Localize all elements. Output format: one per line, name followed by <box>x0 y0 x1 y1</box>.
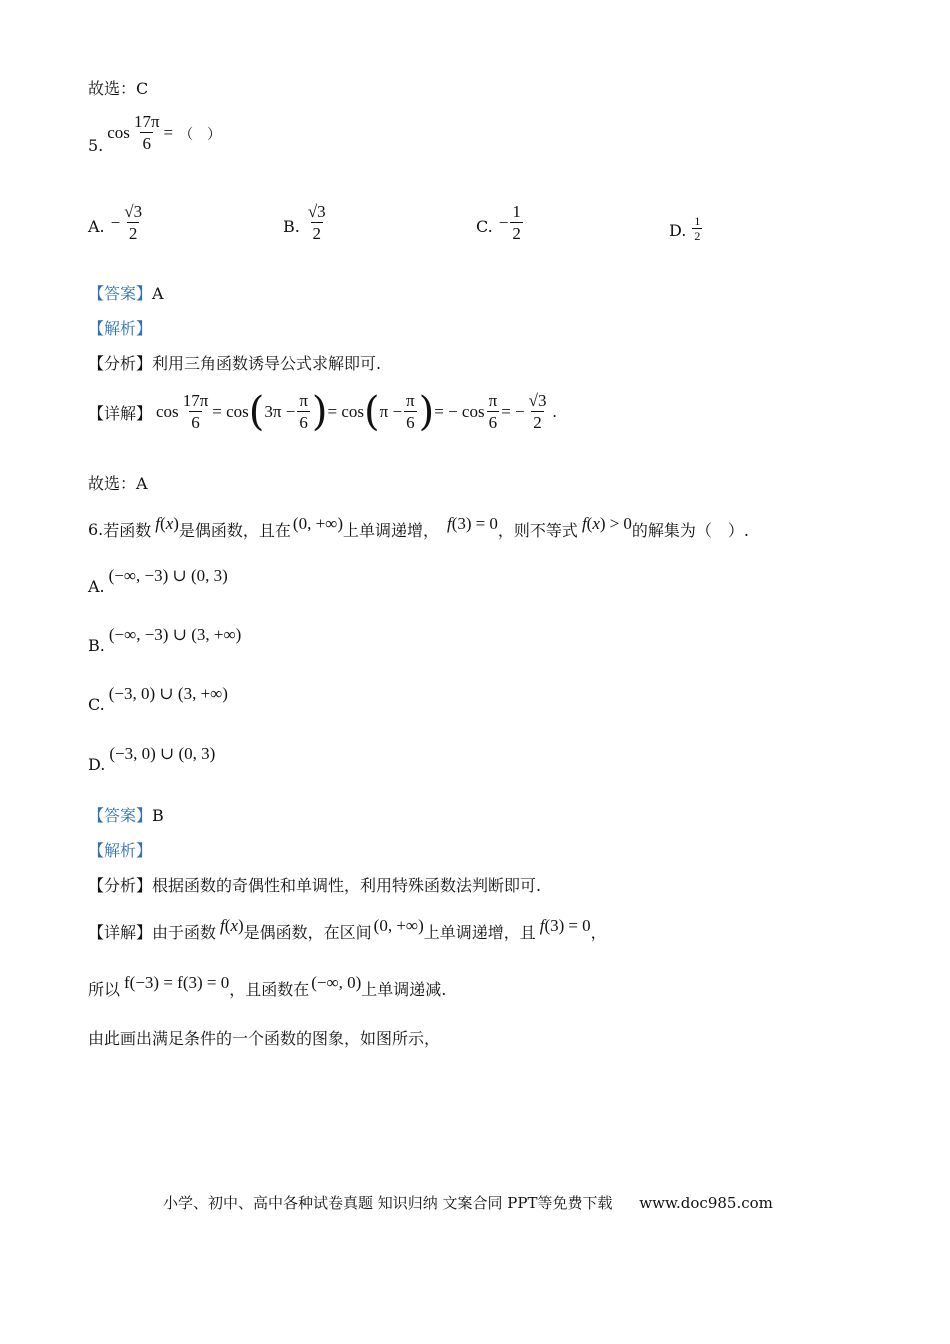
q6-detail-line3: 由此画出满足条件的一个函数的图象，如图所示， <box>88 1029 441 1048</box>
q5-answer: 【答案】A <box>88 284 164 303</box>
footer <box>163 1192 773 1213</box>
q5-final: 故选：A <box>88 474 148 493</box>
q5-option-a: A. − $\frac{√3}{2}$ <box>88 201 143 243</box>
q5-option-d: D. $\frac{1}{2}$ <box>669 213 701 243</box>
q5-blank: （ ） <box>179 127 222 143</box>
q5-fenxi: 【分析】利用三角函数诱导公式求解即可. <box>88 354 382 373</box>
answer-tag: 【答案】 <box>88 284 153 303</box>
prev-answer: 故选：C <box>88 79 149 98</box>
q5-cos: cos <box>107 123 130 142</box>
q6-option-d: D. (−3, 0) ∪ (0, 3) <box>88 744 216 774</box>
q6-detail-line1: 【详解】 由于函数 f ( x ) 是偶函数，在区间 ( 0, +∞ ) 上单调递增，且 f ( 3 ) = 0 ， <box>88 916 607 942</box>
q6-analysis-tag: 【解析】 <box>88 841 153 860</box>
q5-fraction: $\frac{17\pi}{6}$ <box>133 111 160 153</box>
q6-option-b: B. (−∞, −3) ∪ (3, +∞) <box>88 625 242 655</box>
q6-option-a: A. (−∞, −3) ∪ (0, 3) <box>88 566 228 596</box>
q6-fenxi: 【分析】根据函数的奇偶性和单调性，利用特殊函数法判断即可. <box>88 876 542 895</box>
footer-text: 小学、初中、高中各种试卷真题 知识归纳 文案合同 PPT等免费下载 <box>163 1194 613 1212</box>
q5-detail: 【详解】 cos $\frac{17\pi}{6}$ = cos ( 3π − $\frac{\pi}{6}$ ) = cos ( π − $\frac{\pi}{6}$ ) = − cos $\frac{\pi}{6}$ = − $\frac{√3}{2}$ . <box>88 389 557 435</box>
q5-option-b: B. $\frac{√3}{2}$ <box>283 201 326 243</box>
q5-analysis-tag: 【解析】 <box>88 319 153 338</box>
q5-stem: 5. cos $\frac{17\pi}{6}$ = （ ） <box>88 111 222 155</box>
footer-url: www.doc985.com <box>639 1194 773 1212</box>
q6-answer: 【答案】B <box>88 806 164 825</box>
q5-option-c: C. − $\frac{1}{2}$ <box>476 201 521 243</box>
q6-stem: 6. 若函数 f ( x ) 是偶函数，且在 ( 0, +∞ ) 上单调递增， f ( 3 ) = 0 ，则不等式 f ( x ) > 0 的解集为（ ）. <box>88 514 749 540</box>
q6-detail-line2: 所以 f(−3) = f(3) = 0 ，且函数在 (−∞, 0) 上单调递减. <box>88 973 447 999</box>
q5-number: 5. <box>88 135 104 155</box>
q6-option-c: C. (−3, 0) ∪ (3, +∞) <box>88 684 228 714</box>
